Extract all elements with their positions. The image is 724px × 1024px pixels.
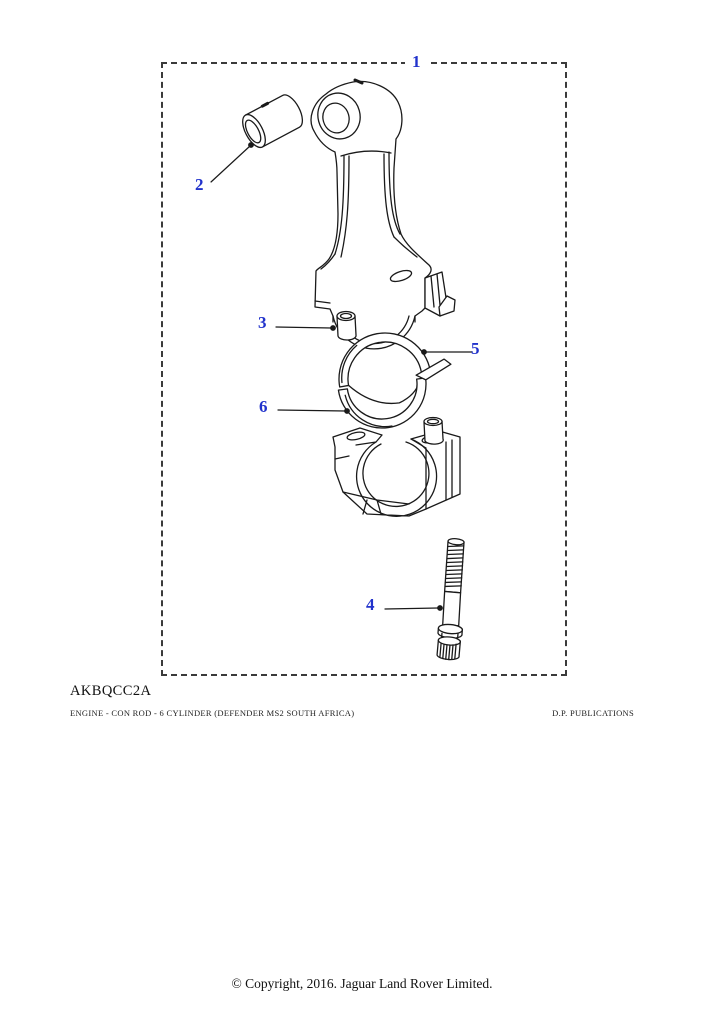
callout-2[interactable]: 2	[195, 175, 204, 194]
small-end-bushing-drawing	[238, 91, 307, 150]
figure-caption: ENGINE - CON ROD - 6 CYLINDER (DEFENDER MS2 SOUTH AFRICA)	[70, 708, 355, 718]
callout-3[interactable]: 3	[258, 313, 267, 332]
leader-line-3	[276, 326, 335, 331]
callout-5[interactable]: 5	[471, 339, 480, 358]
publisher-label: D.P. PUBLICATIONS	[552, 708, 634, 718]
con-rod-drawing	[311, 80, 455, 349]
parts-diagram-frame	[161, 52, 567, 676]
exploded-view-drawing	[163, 64, 565, 674]
cap-dowel-drawing	[424, 418, 443, 445]
callout-1[interactable]: 1	[405, 53, 428, 71]
leader-line-4	[385, 606, 442, 611]
callout-6[interactable]: 6	[259, 397, 268, 416]
copyright-line: © Copyright, 2016. Jaguar Land Rover Limited.	[231, 976, 493, 991]
figure-code: AKBQCC2A	[70, 683, 152, 699]
con-rod-bolt-drawing	[436, 538, 471, 661]
leader-line-6	[278, 409, 349, 414]
dowel-pin-drawing	[337, 312, 356, 341]
leader-line-2	[211, 143, 253, 182]
leader-line-5	[422, 350, 472, 355]
callout-4[interactable]: 4	[366, 595, 375, 614]
